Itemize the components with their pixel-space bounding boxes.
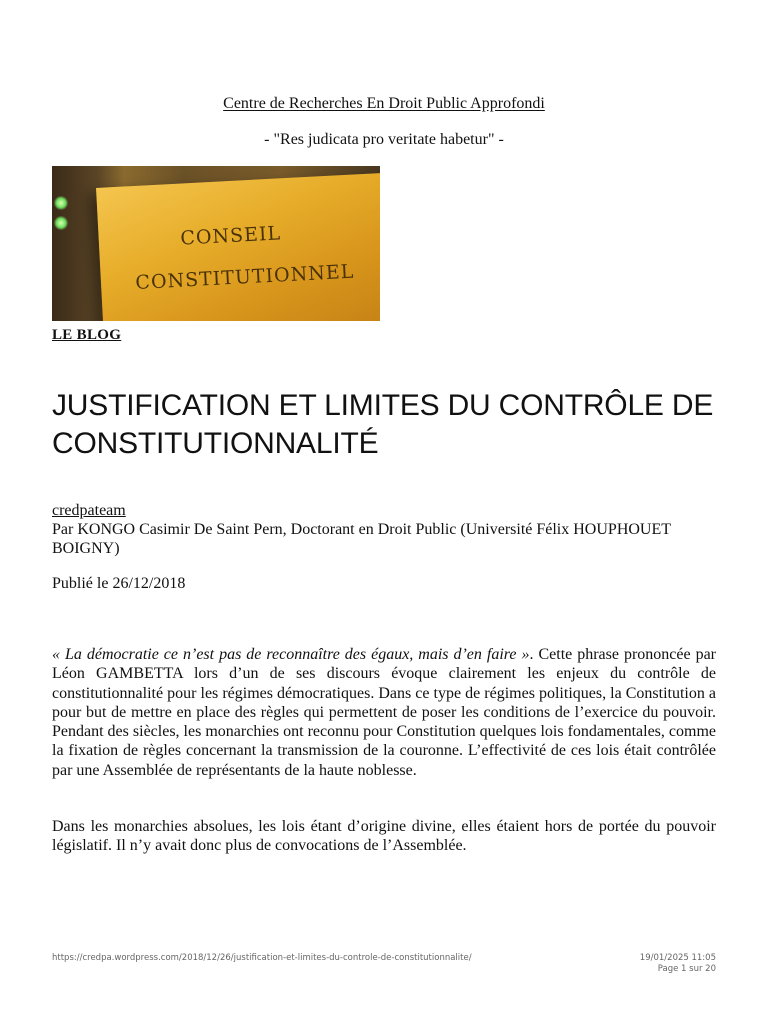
green-light-decor (54, 196, 68, 210)
green-light-decor (54, 216, 68, 230)
blog-link[interactable]: LE BLOG (52, 327, 122, 343)
author-link[interactable]: credpateam (52, 502, 126, 519)
paragraph-2: Dans les monarchies absolues, les lois étant d’origine divine, elles étaient hors de portée du pouvoir législatif. Il n’y avait donc plus de convocations de l’Assemblée. (52, 818, 716, 855)
paragraph-1-text: . Cette phrase prononcée par Léon GAMBETTA lors d’un de ses discours évoque clairement les enjeux du contrôle de constitutionnalité pour les régimes démocratiques. Dans ce type de régimes politiques, la Constitution a pour but de mettre en place des règles qui permettent de poser les conditions de l’exercice du pouvoir. Pendant des siècles, les monarchies ont reconnu pour Constitution quelques lois fondamentales, comme la fixation de règles concernant la transmission de la couronne. L’effectivité de ces lois était contrôlée par une Assemblée de représentants de la haute noblesse. (52, 646, 716, 779)
plaque (96, 172, 380, 321)
site-tagline: - "Res judicata pro veritate habetur" - (264, 131, 504, 148)
publication-date: Publié le 26/12/2018 (52, 575, 186, 592)
footer-info (640, 953, 716, 975)
hero-image (52, 166, 380, 321)
post-meta (52, 501, 692, 558)
plaque-text-line1: CONSEIL (179, 222, 282, 250)
post-title: JUSTIFICATION ET LIMITES DU CONTRÔLE DE CONSTITUTIONNALITÉ (52, 389, 714, 460)
quote: « La démocratie ce n’est pas de reconnaître des égaux, mais d’en faire » (52, 646, 530, 663)
footer-page-number: Page 1 sur 20 (657, 964, 716, 974)
site-title-link[interactable]: Centre de Recherches En Droit Public Approfondi (223, 95, 545, 112)
footer-url: https://credpa.wordpress.com/2018/12/26/justification-et-limites-du-controle-de-constitutionnalite/ (52, 953, 472, 963)
footer-timestamp: 19/01/2025 11:05 (639, 953, 716, 963)
paragraph-1 (52, 645, 716, 780)
plaque-text-line2: CONSTITUTIONNEL (134, 260, 355, 295)
byline: Par KONGO Casimir De Saint Pern, Doctorant en Droit Public (Université Félix HOUPHOUET BOIGNY) (52, 521, 671, 557)
